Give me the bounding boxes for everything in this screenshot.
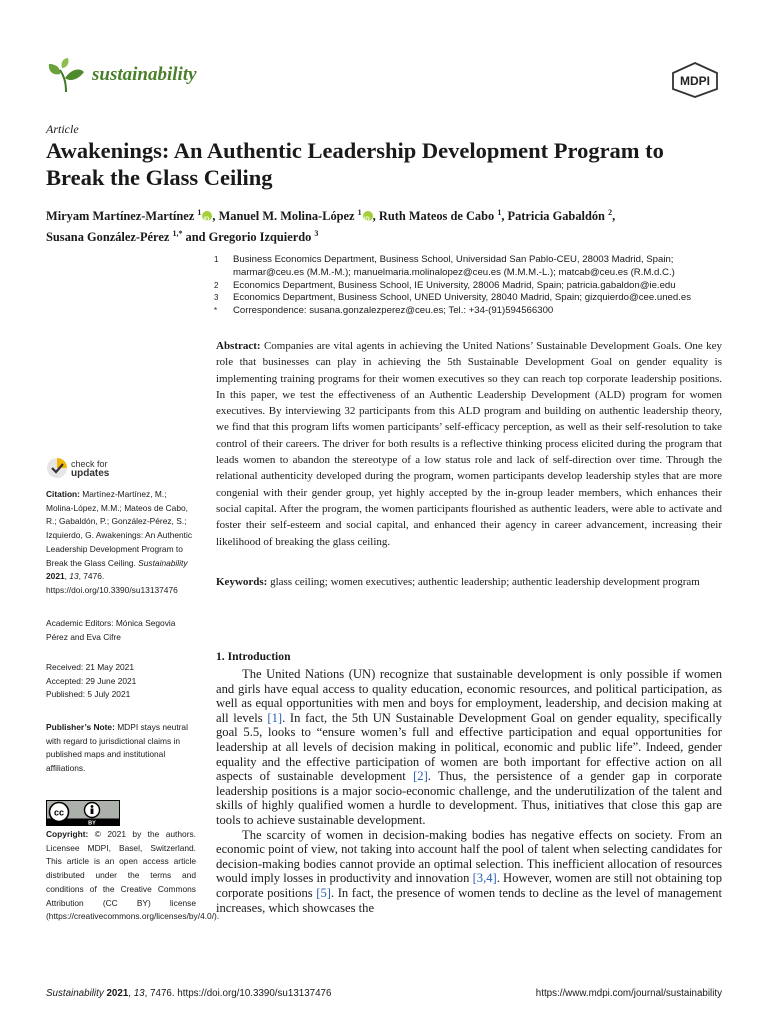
sustainability-leaf-icon: [46, 58, 86, 94]
author-separator: ,: [212, 209, 216, 224]
author-affiliation: 1: [357, 208, 362, 217]
footer-citation: Sustainability 2021, 13, 7476. https://doi.org/10.3390/su13137476: [46, 988, 332, 999]
paragraph-text: . Thus, the persistence of a gender gap in corporate leadership positions is a major socio-economic challenge, and the underutilization of the talent and skills of highly qualified women a hurdle to development. Thus, initiatives that close this gap are tools to achieve sustainable development.: [216, 769, 722, 827]
affiliation-number: 3: [214, 293, 219, 303]
paragraph-text: . In fact, the 5th UN Sustainable Development Goal on gender equality, specifically goal 5.5, looks to “ensure women’s full and effective participation and equal opportunities for leadership at all levels of decision making in political, economic and public life”. Indeed, gender equality and the effective participation of women are both important for effective action on all aspects of sustainable development: [216, 710, 722, 784]
footer-journal-url[interactable]: https://www.mdpi.com/journal/sustainability: [535, 988, 722, 999]
affiliation-item: [214, 292, 724, 305]
keywords: [216, 574, 722, 590]
mdpi-logo-text: MDPI: [680, 74, 710, 88]
publisher-note-label: Publisher’s Note:: [46, 722, 115, 732]
author-name[interactable]: Ruth Mateos de Cabo: [378, 209, 495, 224]
introduction-body: [216, 667, 722, 915]
dates-block: [46, 661, 196, 702]
author-separator: ,: [612, 209, 616, 224]
article-type: Article: [46, 122, 79, 136]
author-separator: ,: [372, 209, 376, 224]
affiliation-text: Business Economics Department, Business School, Universidad San Pablo-CEU, 28003 Madrid, Spain; marmar@ceu.es (M.M.-M.); manuelmaria.molinalopez@ceu.es (M.M.M.-L.); matcab@ceu.es (R.M.d.C.): [233, 254, 675, 278]
author-name[interactable]: Patricia Gabaldón: [507, 209, 605, 224]
abstract-label: Abstract:: [216, 340, 261, 352]
correspondence-text: Correspondence: susana.gonzalezperez@ceu.es; Tel.: +34-(91)594566300: [233, 305, 554, 317]
paragraph-text: The United Nations (UN) recognize that sustainable development is only possible if women and girls have equal access to quality education, economic resources, and political participation, as well as equal opportunities with men and boys for employment, leadership, and decision making at all levels: [216, 667, 722, 725]
author-affiliation: 2: [608, 208, 613, 217]
accepted-date: Accepted: 29 June 2021: [46, 675, 137, 686]
affiliation-number: 1: [214, 255, 219, 264]
publisher-note-text: MDPI stays neutral with regard to jurisdictional claims in published maps and institutional affiliations.: [46, 722, 188, 774]
affiliation-item: [214, 280, 724, 293]
received-date: Received: 21 May 2021: [46, 662, 134, 672]
keywords-label: Keywords:: [216, 576, 268, 588]
cc-by-license-icon[interactable]: [46, 800, 120, 826]
reference-link[interactable]: [5]: [316, 885, 331, 900]
paragraph-text: The scarcity of women in decision-making bodies has negative effects on society. From an economic point of view, not taking into account half the pool of talent when selecting candidates for decision-making bodies cannot provide an optimal selection. This inefficient allocation of resources would imply losses in productivity and innovation: [216, 827, 722, 886]
footer-volume: 13: [133, 988, 145, 999]
paper-title: Awakenings: An Authentic Leadership Development Program to Break the Glass Ceiling: [46, 138, 664, 190]
journal-name: sustainability: [92, 64, 197, 85]
affiliation-text: Economics Department, Business School, UNED University, 28040 Madrid, Spain; gizquierdo@cee.uned.es: [233, 292, 692, 304]
author-conjunction: and: [185, 230, 206, 245]
check-updates-line1: check for: [71, 459, 108, 469]
citation-label: Citation:: [46, 489, 80, 499]
affiliations: [214, 254, 724, 318]
reference-link[interactable]: [3,4]: [472, 871, 497, 886]
citation-journal: Sustainability: [138, 557, 188, 568]
paragraph: [216, 667, 722, 828]
copyright-block: [46, 828, 220, 924]
footer-doi-link[interactable]: , 7476. https://doi.org/10.3390/su13137476: [144, 988, 332, 999]
affiliation-number: *: [214, 306, 218, 316]
check-updates-icon: [46, 457, 68, 479]
section-heading-introduction: 1. Introduction: [216, 650, 291, 663]
author-separator: ,: [501, 209, 505, 224]
author-name[interactable]: Manuel M. Molina-López: [218, 209, 355, 224]
citation-year: 2021: [46, 571, 65, 582]
keywords-text: glass ceiling; women executives; authentic leadership; authentic leadership development program: [270, 576, 700, 588]
author-affiliation: 3: [314, 229, 319, 239]
mdpi-logo-icon: [668, 62, 722, 98]
footer-journal: Sustainability: [46, 988, 104, 999]
journal-header: [46, 56, 722, 100]
paragraph-text: . However, women are still not obtaining top corporate positions: [216, 871, 722, 900]
citation-text: Martínez-Martínez, M.; Molina-López, M.M.; Mateos de Cabo, R.; Gabaldón, P.; González-Pérez, S.; Izquierdo, G. Awakenings: An Authentic Leadership Development Program to Break the Glass Ceiling.: [46, 489, 193, 568]
copyright-label: Copyright:: [46, 829, 89, 839]
orcid-icon[interactable]: [363, 211, 373, 221]
check-updates-line2: updates: [71, 468, 110, 479]
paragraph-text: . In fact, the presence of women tends to decline as the level of management increases, which showcases the: [216, 885, 722, 915]
citation-doi-link[interactable]: , 7476. https://doi.org/10.3390/su13137476: [46, 571, 178, 595]
author-affiliation: 1: [497, 208, 502, 217]
cc-by-label: BY: [88, 820, 96, 826]
reference-link[interactable]: [1]: [267, 710, 283, 725]
affiliation-item: [214, 305, 724, 318]
published-date: Published: 5 July 2021: [46, 689, 131, 700]
author-name[interactable]: Susana González-Pérez: [46, 230, 170, 245]
affiliation-item: [214, 254, 724, 280]
author-name[interactable]: Gregorio Izquierdo: [208, 230, 312, 245]
check-for-updates-button[interactable]: [46, 456, 136, 484]
affiliation-text: Economics Department, Business School, IE University, 28006 Madrid, Spain; patricia.gabaldon@ie.edu: [233, 279, 676, 291]
citation-block: Citation: Martínez-Martínez, M.; Molina-López, M.M.; Mateos de Cabo, R.; Gabaldón, P.; González-Pérez, S.; Izquierdo, G. Awakenings: An Authentic Leadership Development Program to Break the Glass Ceiling. Sustainability 2021, 13, 7476. https://doi.org/10.3390/su13137476: [46, 489, 193, 595]
affiliation-number: 2: [214, 280, 219, 290]
author-affiliation: 1: [197, 208, 202, 217]
orcid-icon[interactable]: [202, 211, 212, 221]
paragraph: [216, 828, 722, 916]
svg-text:cc: cc: [53, 807, 65, 818]
copyright-text: © 2021 by the authors. Licensee MDPI, Basel, Switzerland. This article is an open access article distributed under the terms and conditions of the Creative Commons Attribution (CC BY) license (https://creativecommons.org/licenses/by/4.0/).: [46, 829, 220, 922]
footer-year: 2021: [106, 988, 129, 999]
publisher-note: [46, 721, 196, 776]
abstract: [216, 338, 722, 550]
author-list: [46, 204, 726, 246]
reference-link[interactable]: [2]: [413, 769, 428, 784]
author-name[interactable]: Miryam Martínez-Martínez: [46, 209, 195, 224]
citation-volume: 13: [69, 571, 79, 582]
academic-editors: Academic Editors: Mónica Segovia Pérez and Eva Cifre: [46, 618, 176, 642]
author-affiliation: 1,*: [172, 229, 183, 239]
abstract-text: Companies are vital agents in achieving the United Nations’ Sustainable Development Goals. One key role that businesses can play in achieving the 5th Sustainable Development Goal on gender equality is implementing training programs for their women executives so they can reach top corporate leadership positions. In this paper, we test the effectiveness of an Authentic Leadership Development (ALD) program for women executives. By interviewing 32 participants from this ALD program and building on authentic leadership theory, we find that this program lifts women participants’ self-efficacy perception, as well as their self-resolution to take control of their careers. The driver for both results is a reflective thinking process elicited during the program that leads women to abandon the stereotype of a low status role and lack of self-direction over time. Through the relational authenticity developed during the program, women participants develop leadership styles that are more congenial with their gender group, yet highly accepted by the in-group leader members, which enhances their social capital. After the program, the women participants flourished as authentic leaders, were able to activate and foster their self-esteem and social capital, and enhanced their agency in career advancement, increasing their likelihood of breaking the glass ceiling.: [216, 340, 723, 548]
